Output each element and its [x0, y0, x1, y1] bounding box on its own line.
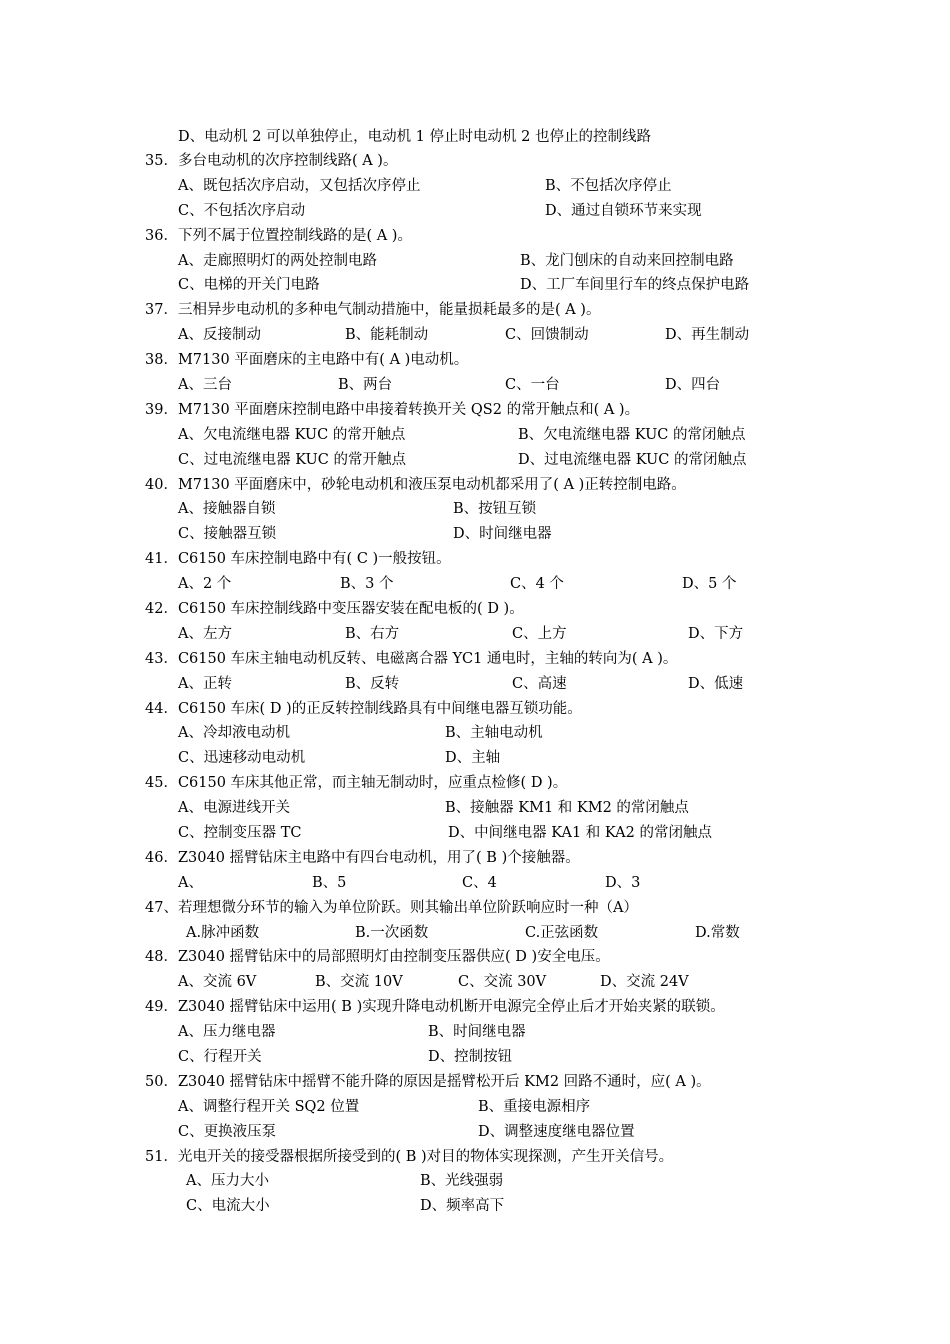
option-b: B、主轴电动机 [445, 725, 543, 741]
option-line [0, 249, 950, 273]
question-47 [0, 896, 950, 920]
option-c: C、控制变压器 TC [178, 825, 302, 841]
option-b: B、能耗制动 [345, 327, 429, 343]
option-c: C、高速 [512, 676, 567, 692]
question-text: 49．Z3040 摇臂钻床中运用( B )实现升降电动机断开电源完全停止后才开始夹紧的联锁。 [145, 999, 725, 1015]
option-c: C、迅速移动电动机 [178, 750, 306, 766]
option-line [0, 572, 950, 596]
option-b: B、不包括次序停止 [545, 178, 672, 194]
option-c: C、4 [462, 875, 497, 891]
option-line [0, 1095, 950, 1119]
option-b: B、欠电流继电器 KUC 的常闭触点 [518, 427, 746, 443]
option-d: D、频率高下 [420, 1198, 505, 1214]
option-c: C、电流大小 [186, 1198, 270, 1214]
option-c: C、行程开关 [178, 1049, 262, 1065]
option-d: D、四台 [665, 377, 721, 393]
option-d: D.常数 [695, 925, 740, 941]
option-b: B、交流 10V [315, 974, 403, 990]
option-d: D、调整速度继电器位置 [478, 1124, 635, 1140]
question-39 [0, 398, 950, 422]
option-a: A、电源进线开关 [178, 800, 290, 816]
question-36 [0, 224, 950, 248]
option-a: A、走廊照明灯的两处控制电路 [178, 253, 377, 269]
question-46 [0, 846, 950, 870]
option-line [0, 1194, 950, 1218]
option-line [0, 821, 950, 845]
option-a: A、既包括次序启动，又包括次序停止 [178, 178, 421, 194]
option-d: D、交流 24V [600, 974, 689, 990]
option-a: A、2 个 [178, 576, 232, 592]
option-c: C、更换液压泵 [178, 1124, 277, 1140]
option-c: C、电梯的开关门电路 [178, 277, 320, 293]
option-a: A、反接制动 [178, 327, 261, 343]
question-text: 42．C6150 车床控制线路中变压器安装在配电板的( D )。 [145, 601, 524, 617]
option-line [0, 522, 950, 546]
option-line [0, 199, 950, 223]
question-text: 50．Z3040 摇臂钻床中摇臂不能升降的原因是摇臂松开后 KM2 回路不通时，应( A )。 [145, 1074, 711, 1090]
option-line [0, 721, 950, 745]
option-b: B、两台 [338, 377, 393, 393]
option-b: B、接触器 KM1 和 KM2 的常闭触点 [445, 800, 689, 816]
option-a: A、欠电流继电器 KUC 的常开触点 [178, 427, 406, 443]
option-c: C、过电流继电器 KUC 的常开触点 [178, 452, 406, 468]
option-line [0, 373, 950, 397]
question-text: 51．光电开关的接受器根据所接受到的( B )对目的物体实现探测，产生开关信号。 [145, 1149, 674, 1165]
option-line [0, 448, 950, 472]
option-d: D、低速 [688, 676, 744, 692]
option-a: A、接触器自锁 [178, 501, 276, 517]
option-line [0, 1169, 950, 1193]
question-49 [0, 995, 950, 1019]
option-line [0, 273, 950, 297]
option-b: B、右方 [345, 626, 400, 642]
option-line [0, 921, 950, 945]
option-line [0, 1020, 950, 1044]
question-45 [0, 771, 950, 795]
option-d: D、3 [605, 875, 641, 891]
option-d: D、控制按钮 [428, 1049, 513, 1065]
option-b: B、光线强弱 [420, 1173, 504, 1189]
question-text: 38．M7130 平面磨床的主电路中有( A )电动机。 [145, 352, 469, 368]
option-d: D、通过自锁环节来实现 [545, 203, 702, 219]
option-c: C、回馈制动 [505, 327, 589, 343]
question-40 [0, 473, 950, 497]
question-38 [0, 348, 950, 372]
option-line [0, 125, 950, 149]
question-44 [0, 697, 950, 721]
question-48 [0, 945, 950, 969]
option-c: C、上方 [512, 626, 567, 642]
option-b: B、重接电源相序 [478, 1099, 591, 1115]
option-line [0, 323, 950, 347]
question-text: 46．Z3040 摇臂钻床主电路中有四台电动机，用了( B )个接触器。 [145, 850, 580, 866]
question-50 [0, 1070, 950, 1094]
option-c: C、不包括次序启动 [178, 203, 306, 219]
option-b: B、反转 [345, 676, 400, 692]
option-b: B、时间继电器 [428, 1024, 526, 1040]
option-a: A、正转 [178, 676, 232, 692]
option-d: D、再生制动 [665, 327, 750, 343]
option-a: A、三台 [178, 377, 232, 393]
option-line [0, 871, 950, 895]
question-text: 37．三相异步电动机的多种电气制动措施中，能量损耗最多的是( A )。 [145, 302, 601, 318]
option-line [0, 423, 950, 447]
question-text: 35．多台电动机的次序控制线路( A )。 [145, 153, 398, 169]
option-d: D、主轴 [445, 750, 501, 766]
option-text: D、电动机 2 可以单独停止，电动机 1 停止时电动机 2 也停止的控制线路 [178, 129, 651, 145]
option-line [0, 1045, 950, 1069]
option-line [0, 497, 950, 521]
question-text: 44．C6150 车床( D )的正反转控制线路具有中间继电器互锁功能。 [145, 701, 582, 717]
option-c: C、一台 [505, 377, 560, 393]
question-42 [0, 597, 950, 621]
option-b: B.一次函数 [355, 925, 429, 941]
option-b: B、3 个 [340, 576, 394, 592]
option-line [0, 970, 950, 994]
question-41 [0, 547, 950, 571]
option-line [0, 796, 950, 820]
option-line [0, 174, 950, 198]
option-line [0, 672, 950, 696]
option-a: A、冷却液电动机 [178, 725, 290, 741]
question-text: 45．C6150 车床其他正常，而主轴无制动时，应重点检修( D )。 [145, 775, 568, 791]
option-line [0, 1120, 950, 1144]
question-43 [0, 647, 950, 671]
option-d: D、过电流继电器 KUC 的常闭触点 [518, 452, 747, 468]
option-d: D、中间继电器 KA1 和 KA2 的常闭触点 [448, 825, 712, 841]
question-51 [0, 1145, 950, 1169]
option-a: A、压力大小 [186, 1173, 269, 1189]
option-a: A、交流 6V [178, 974, 257, 990]
option-b: B、龙门刨床的自动来回控制电路 [520, 253, 734, 269]
question-text: 39．M7130 平面磨床控制电路中串接着转换开关 QS2 的常开触点和( A )。 [145, 402, 640, 418]
option-a: A.脉冲函数 [186, 925, 260, 941]
option-c: C、交流 30V [458, 974, 547, 990]
option-a: A、 [178, 875, 203, 891]
option-c: C.正弦函数 [525, 925, 599, 941]
option-b: B、5 [312, 875, 347, 891]
question-text: 47、若理想微分环节的输入为单位阶跃。则其输出单位阶跃响应时一种（A） [145, 900, 638, 916]
option-d: D、5 个 [682, 576, 737, 592]
option-d: D、下方 [688, 626, 744, 642]
option-c: C、4 个 [510, 576, 564, 592]
question-text: 43．C6150 车床主轴电动机反转、电磁离合器 YC1 通电时，主轴的转向为( A )。 [145, 651, 678, 667]
option-a: A、左方 [178, 626, 232, 642]
option-a: A、调整行程开关 SQ2 位置 [178, 1099, 360, 1115]
question-text: 40．M7130 平面磨床中，砂轮电动机和液压泵电动机都采用了( A )正转控制电路。 [145, 477, 686, 493]
question-37 [0, 298, 950, 322]
option-d: D、工厂车间里行车的终点保护电路 [520, 277, 750, 293]
option-d: D、时间继电器 [453, 526, 552, 542]
question-35 [0, 149, 950, 173]
question-text: 41．C6150 车床控制电路中有( C )一般按钮。 [145, 551, 451, 567]
option-a: A、压力继电器 [178, 1024, 276, 1040]
option-b: B、按钮互锁 [453, 501, 537, 517]
question-text: 48．Z3040 摇臂钻床中的局部照明灯由控制变压器供应( D )安全电压。 [145, 949, 610, 965]
question-text: 36．下列不属于位置控制线路的是( A )。 [145, 228, 412, 244]
option-line [0, 746, 950, 770]
option-line [0, 622, 950, 646]
option-c: C、接触器互锁 [178, 526, 277, 542]
